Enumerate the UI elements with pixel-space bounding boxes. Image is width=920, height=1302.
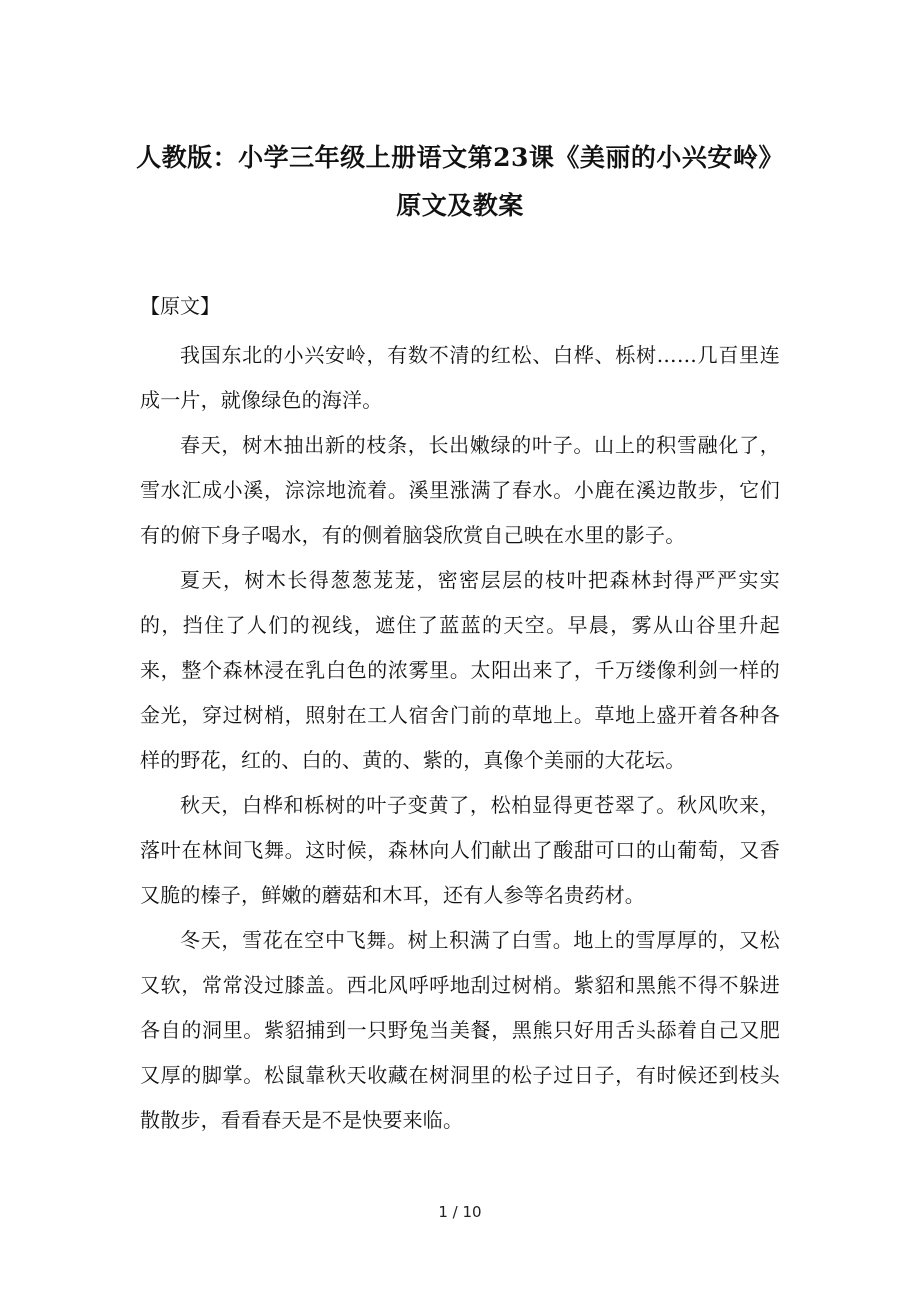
paragraph-winter: 冬天，雪花在空中飞舞。树上积满了白雪。地上的雪厚厚的，又松又软，常常没过膝盖。西北风呼呼地刮过树梢。紫貂和黑熊不得不躲进各自的洞里。紫貂捕到一只野兔当美餐，黑熊只好用舌头舔着自己又肥又厚的脚掌。松鼠靠秋天收藏在树洞里的松子过日子，有时候还到枝头散散步，看看春天是不是快要来临。 <box>140 928 780 1132</box>
section-label-original-text: 【原文】 <box>140 294 220 318</box>
document-body <box>140 333 780 1143</box>
paragraph-intro: 我国东北的小兴安岭，有数不清的红松、白桦、栎树……几百里连成一片，就像绿色的海洋。 <box>140 343 780 412</box>
document-title-line1: 人教版：小学三年级上册语文第23课《美丽的小兴安岭》 <box>136 143 784 172</box>
paragraph-summer: 夏天，树木长得葱葱茏茏，密密层层的枝叶把森林封得严严实实的，挡住了人们的视线，遮住了蓝蓝的天空。早晨，雾从山谷里升起来，整个森林浸在乳白色的浓雾里。太阳出来了，千万缕像利剑一样的金光，穿过树梢，照射在工人宿舍门前的草地上。草地上盛开着各种各样的野花，红的、白的、黄的、紫的，真像个美丽的大花坛。 <box>140 568 780 772</box>
page-indicator: 1 / 10 <box>438 1203 482 1221</box>
paragraph-spring: 春天，树木抽出新的枝条，长出嫩绿的叶子。山上的积雪融化了，雪水汇成小溪，淙淙地流着。溪里涨满了春水。小鹿在溪边散步，它们有的俯下身子喝水，有的侧着脑袋欣赏自己映在水里的影子。 <box>140 433 780 547</box>
document-title-line2: 原文及教案 <box>396 191 524 220</box>
paragraph-autumn: 秋天，白桦和栎树的叶子变黄了，松柏显得更苍翠了。秋风吹来，落叶在林间飞舞。这时候，森林向人们献出了酸甜可口的山葡萄，又香又脆的榛子，鲜嫩的蘑菇和木耳，还有人参等名贵药材。 <box>140 793 780 907</box>
